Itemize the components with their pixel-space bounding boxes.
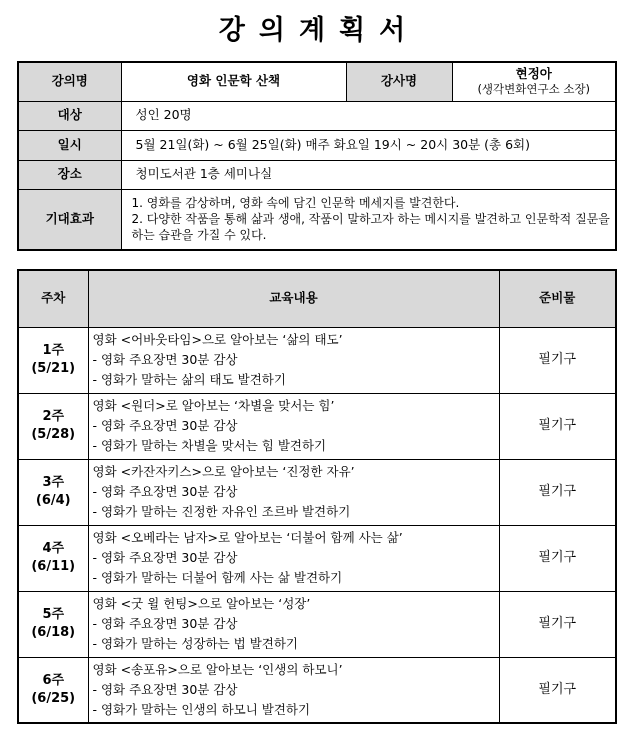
lesson-title: 영화 <카잔자키스>으로 알아보는 ‘진정한 자유’ bbox=[92, 464, 355, 479]
lesson-item: - 영화 주요장면 30분 감상 bbox=[92, 352, 238, 367]
lesson-item: - 영화가 말하는 성장하는 법 발견하기 bbox=[92, 636, 299, 651]
week-date: (5/28) bbox=[31, 427, 76, 442]
instructor-name: 현정아 bbox=[515, 65, 552, 81]
week-cell bbox=[18, 393, 88, 459]
lesson-item: - 영화 주요장면 30분 감상 bbox=[92, 418, 238, 433]
effect-item-2: 2. 다양한 작품을 통해 삶과 생애, 작품이 말하고자 하는 메시지를 발견하고 인문학적 질문을 하는 습관을 가질 수 있다. bbox=[131, 212, 610, 243]
course-info-table bbox=[17, 61, 617, 251]
content-cell bbox=[88, 327, 499, 393]
week-date: (6/25) bbox=[31, 690, 76, 706]
week-number: 4주 bbox=[42, 541, 65, 556]
content-cell bbox=[88, 525, 499, 591]
content-cell bbox=[88, 657, 499, 723]
content-cell bbox=[88, 591, 499, 657]
materials-cell: 필기구 bbox=[499, 591, 616, 657]
lesson-title: 영화 <송포유>으로 알아보는 ‘인생의 하모니’ bbox=[92, 661, 343, 677]
lesson-item: - 영화가 말하는 인생의 하모니 발견하기 bbox=[92, 701, 311, 717]
lesson-item: - 영화가 말하는 삶의 태도 발견하기 bbox=[92, 372, 286, 387]
instructor-label: 강사명 bbox=[346, 62, 452, 101]
materials-cell: 필기구 bbox=[499, 327, 616, 393]
course-name-value: 영화 인문학 산책 bbox=[121, 62, 346, 101]
week-cell bbox=[18, 525, 88, 591]
target-value: 성인 20명 bbox=[121, 101, 616, 130]
lesson-title: 영화 <원더>로 알아보는 ‘차별을 맞서는 힘’ bbox=[92, 398, 335, 413]
week-cell bbox=[18, 591, 88, 657]
materials-header: 준비물 bbox=[499, 270, 616, 327]
table-row bbox=[18, 327, 616, 393]
week-number: 6주 bbox=[42, 672, 65, 688]
instructor-affiliation: (생각변화연구소 소장) bbox=[477, 82, 591, 97]
week-date: (5/21) bbox=[31, 361, 76, 376]
weekly-schedule-table bbox=[17, 269, 617, 724]
week-number: 3주 bbox=[42, 475, 65, 490]
lesson-title: 영화 <오베라는 남자>로 알아보는 ‘더불어 함께 사는 삶’ bbox=[92, 530, 403, 545]
schedule-value: 5월 21일(화) ~ 6월 25일(화) 매주 화요일 19시 ~ 20시 30분 (총 6회) bbox=[121, 130, 616, 160]
lesson-title: 영화 <어바웃타임>으로 알아보는 ‘삶의 태도’ bbox=[92, 332, 343, 347]
week-date: (6/11) bbox=[31, 559, 76, 574]
week-cell bbox=[18, 657, 88, 723]
week-date: (6/18) bbox=[31, 625, 76, 640]
week-number: 5주 bbox=[42, 607, 65, 622]
table-row bbox=[18, 525, 616, 591]
content-header: 교육내용 bbox=[88, 270, 499, 327]
week-date: (6/4) bbox=[35, 493, 71, 508]
week-cell bbox=[18, 459, 88, 525]
schedule-label: 일시 bbox=[18, 130, 121, 160]
place-value: 청미도서관 1층 세미나실 bbox=[121, 160, 616, 189]
content-cell bbox=[88, 393, 499, 459]
page-title: 강의계획서 bbox=[218, 15, 420, 46]
lesson-item: - 영화가 말하는 차별을 맞서는 힘 발견하기 bbox=[92, 438, 327, 453]
lesson-item: - 영화 주요장면 30분 감상 bbox=[92, 681, 238, 697]
materials-cell: 필기구 bbox=[499, 525, 616, 591]
effect-value bbox=[121, 189, 616, 250]
effect-item-1: 1. 영화를 감상하며, 영화 속에 담긴 인문학 메세지를 발견한다. bbox=[131, 195, 460, 210]
lesson-title: 영화 <굿 윌 헌팅>으로 알아보는 ‘성장’ bbox=[92, 596, 311, 611]
week-cell bbox=[18, 327, 88, 393]
content-cell bbox=[88, 459, 499, 525]
table-row bbox=[18, 657, 616, 723]
week-number: 2주 bbox=[42, 409, 65, 424]
target-label: 대상 bbox=[18, 101, 121, 130]
week-header: 주차 bbox=[18, 270, 88, 327]
lesson-item: - 영화 주요장면 30분 감상 bbox=[92, 550, 238, 565]
materials-cell: 필기구 bbox=[499, 459, 616, 525]
lesson-item: - 영화 주요장면 30분 감상 bbox=[92, 616, 238, 631]
materials-cell: 필기구 bbox=[499, 657, 616, 723]
table-row bbox=[18, 591, 616, 657]
place-label: 장소 bbox=[18, 160, 121, 189]
course-name-label: 강의명 bbox=[18, 62, 121, 101]
lesson-item: - 영화가 말하는 진정한 자유인 조르바 발견하기 bbox=[92, 504, 351, 519]
lesson-item: - 영화 주요장면 30분 감상 bbox=[92, 484, 238, 499]
table-row bbox=[18, 459, 616, 525]
effect-label: 기대효과 bbox=[18, 189, 121, 250]
lesson-item: - 영화가 말하는 더불어 함께 사는 삶 발견하기 bbox=[92, 570, 343, 585]
table-row bbox=[18, 393, 616, 459]
materials-cell: 필기구 bbox=[499, 393, 616, 459]
instructor-cell bbox=[452, 62, 616, 101]
week-number: 1주 bbox=[42, 343, 65, 358]
